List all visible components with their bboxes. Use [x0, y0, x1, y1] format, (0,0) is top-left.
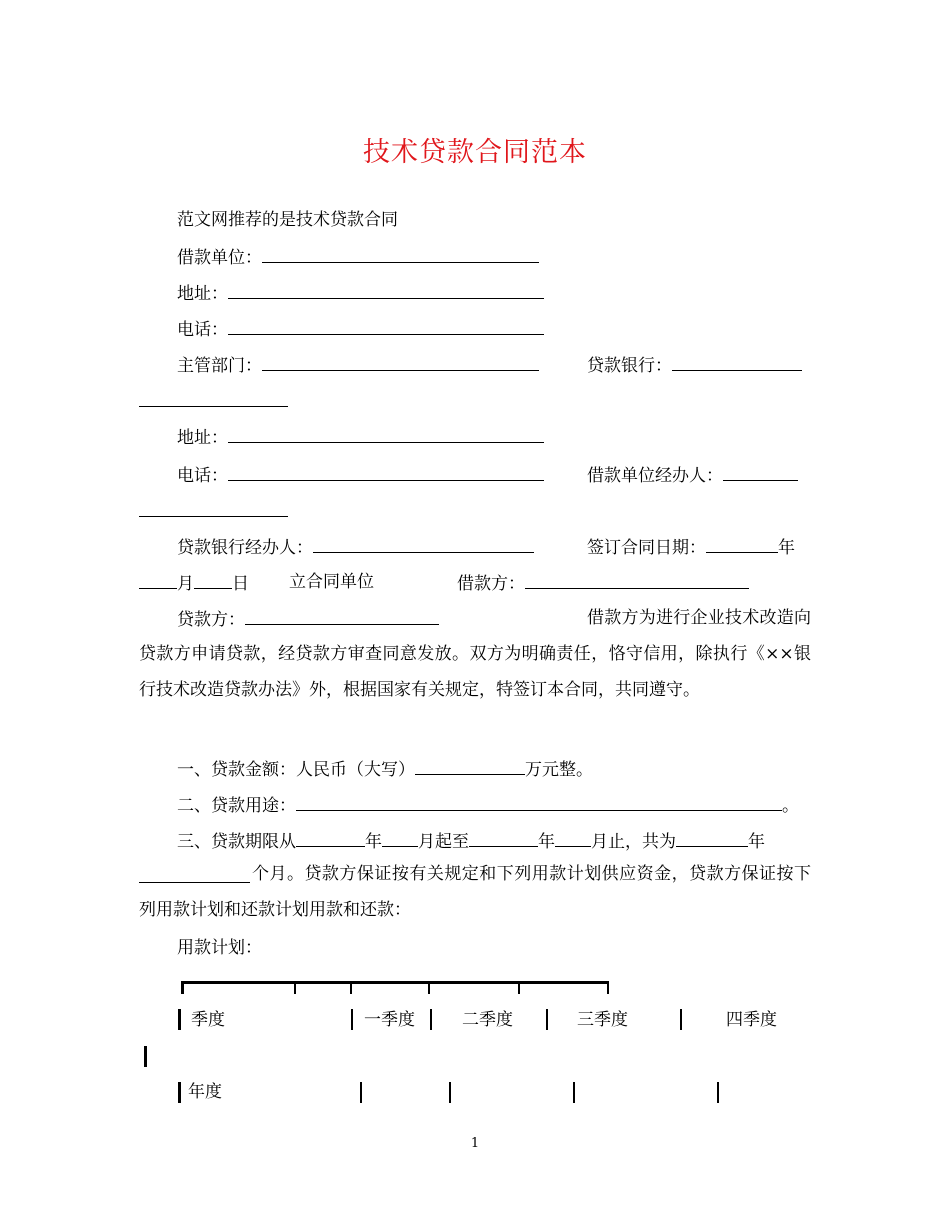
borrower-agent-blank-cont	[139, 498, 288, 524]
borrower-blank[interactable]	[525, 570, 749, 589]
clause3-month-to: 月起至	[418, 832, 469, 852]
tick	[428, 981, 430, 994]
cell-border	[573, 1082, 575, 1103]
bank-agent-field	[177, 534, 534, 560]
address1-label: 地址：	[177, 284, 228, 304]
tick	[350, 981, 352, 994]
address2-label: 地址：	[177, 428, 228, 448]
borrower-unit-field	[177, 244, 539, 270]
cell-border	[449, 1082, 451, 1103]
parties-label: 立合同单位	[289, 572, 374, 592]
clause3-prefix: 三、贷款期限从	[177, 832, 296, 852]
clause1	[177, 756, 593, 782]
clause3-suffix: 个月。贷款方保证按有关规定和下列用款计划供应资金，贷款方保证按下列用款计划和还款计划用款和还款：	[139, 864, 811, 920]
term-start-year-blank[interactable]	[296, 828, 365, 847]
cell-border	[178, 1009, 181, 1030]
cell-border	[360, 1082, 362, 1103]
table-cell-q1: 一季度	[364, 1010, 415, 1030]
table-cell-q3: 三季度	[577, 1010, 628, 1030]
term-end-month-blank[interactable]	[555, 828, 591, 847]
tick	[294, 981, 296, 994]
phone1-field	[177, 316, 544, 342]
lender-bank-field	[587, 352, 802, 378]
sign-day-label: 日	[232, 574, 249, 594]
supervisor-field	[177, 352, 539, 378]
address2-blank[interactable]	[228, 424, 544, 443]
lender-label: 贷款方：	[177, 610, 245, 630]
lender-bank-blank-2[interactable]	[139, 388, 288, 407]
clause3-year1: 年	[365, 832, 382, 852]
address1-blank[interactable]	[228, 280, 544, 299]
term-total-year-blank[interactable]	[676, 828, 748, 847]
page-number: 1	[470, 1136, 480, 1151]
lender-bank-blank-cont	[139, 388, 288, 414]
lender-bank-blank[interactable]	[672, 352, 802, 371]
clause3-month-end: 月止，共为	[591, 832, 676, 852]
paragraph-purpose: 借款方为进行企业技术改造向贷款方申请贷款，经贷款方审查同意发放。双方为明确责任，恪守信用，除执行《××银行技术改造贷款办法》外，根据国家有关规定，特签订本合同，共同遵守。	[139, 608, 811, 700]
borrower-field	[457, 570, 749, 596]
clause2-prefix: 二、贷款用途：	[177, 796, 296, 816]
clause3-year3: 年	[748, 832, 765, 852]
term-months-blank[interactable]	[139, 864, 250, 883]
phone2-blank[interactable]	[228, 462, 544, 481]
cell-border	[351, 1009, 353, 1030]
table-cell-year: 年度	[188, 1082, 222, 1102]
sign-month-blank[interactable]	[139, 570, 177, 589]
borrower-agent-blank[interactable]	[723, 462, 798, 481]
supervisor-blank[interactable]	[262, 352, 539, 371]
clause1-prefix: 一、贷款金额：人民币（大写）	[177, 760, 415, 780]
address1-field	[177, 280, 544, 306]
table-cell-q4: 四季度	[726, 1010, 777, 1030]
cell-border	[717, 1082, 719, 1103]
phone1-label: 电话：	[177, 320, 228, 340]
cell-border	[546, 1009, 548, 1030]
bank-agent-label: 贷款银行经办人：	[177, 538, 313, 558]
sign-year-label: 年	[778, 538, 795, 558]
sign-month-label: 月	[177, 574, 194, 594]
cell-border	[680, 1009, 682, 1030]
phone1-blank[interactable]	[228, 316, 544, 335]
term-end-year-blank[interactable]	[469, 828, 538, 847]
bank-agent-blank[interactable]	[313, 534, 534, 553]
clause2-suffix: 。	[782, 796, 799, 816]
sign-day-blank[interactable]	[194, 570, 232, 589]
sign-date-cont	[139, 570, 249, 596]
borrower-agent-field	[587, 462, 798, 488]
borrower-agent-blank-2[interactable]	[139, 498, 288, 517]
document-title: 技术贷款合同范本	[363, 137, 587, 168]
table-top-rule	[181, 981, 609, 984]
purpose-blank[interactable]	[296, 792, 782, 811]
phone2-label: 电话：	[177, 466, 228, 486]
intro-line: 范文网推荐的是技术贷款合同	[177, 210, 398, 230]
term-start-month-blank[interactable]	[382, 828, 418, 847]
cell-border	[144, 1046, 147, 1067]
clause1-suffix: 万元整。	[525, 760, 593, 780]
tick	[518, 981, 520, 994]
address2-field	[177, 424, 544, 450]
sign-year-blank[interactable]	[706, 534, 778, 553]
term-months-blank-wrap	[139, 864, 250, 890]
amount-blank[interactable]	[415, 756, 525, 775]
clause3-year2: 年	[538, 832, 555, 852]
table-cell-quarter: 季度	[191, 1010, 225, 1030]
table-cell-q2: 二季度	[462, 1010, 513, 1030]
cell-border	[430, 1009, 432, 1030]
lender-bank-label: 贷款银行：	[587, 356, 672, 376]
borrower-agent-label: 借款单位经办人：	[587, 466, 723, 486]
clause2	[177, 792, 799, 818]
sign-date-label: 签订合同日期：	[587, 538, 706, 558]
borrower-unit-label: 借款单位：	[177, 248, 262, 268]
phone2-field	[177, 462, 544, 488]
borrower-unit-blank[interactable]	[262, 244, 539, 263]
supervisor-label: 主管部门：	[177, 356, 262, 376]
clause3-line1	[177, 828, 765, 854]
cell-border	[178, 1082, 181, 1103]
plan-label: 用款计划：	[177, 938, 262, 958]
sign-date-field	[587, 534, 795, 560]
tick	[607, 981, 609, 994]
tick	[181, 981, 184, 994]
borrower-label: 借款方：	[457, 574, 525, 594]
